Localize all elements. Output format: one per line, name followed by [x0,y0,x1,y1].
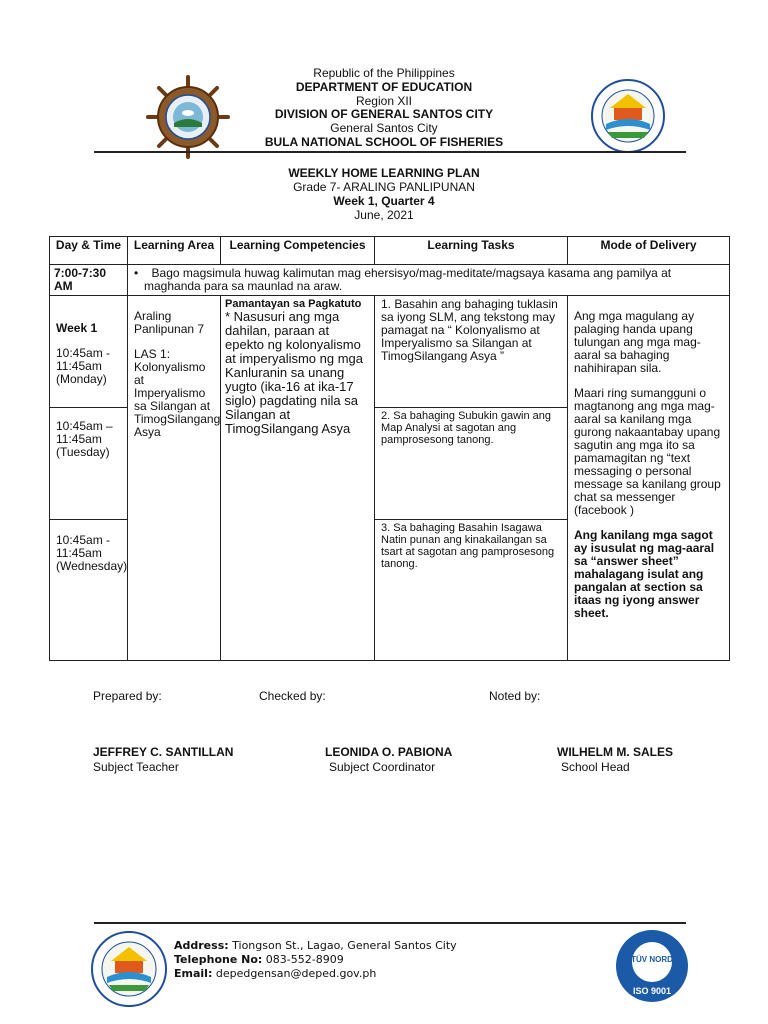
header-divider [94,151,686,153]
day-time-cell [50,296,128,661]
delivery-cell [568,296,730,661]
task2: 2. Sa bahaging Subukin gawin ang Map Analysi at sagotan ang pamprosesong tanong. [375,408,567,520]
footer-divider [94,922,686,924]
delivery-answer-sheet: Ang kanilang mga sagot ay isusulat ng mag-aaral sa “answer sheet” mahalagang isulat ang pangalan at section sa itaas ng iyong answer sheet. [574,528,715,620]
competency-heading: Pamantayan sa Pagkatuto [225,298,362,310]
learning-tasks-cell [375,296,568,661]
department-text: DEPARTMENT OF EDUCATION [295,80,473,94]
plan-title: WEEKLY HOME LEARNING PLAN [288,166,480,180]
learning-area-cell [128,296,221,661]
plan-date: June, 2021 [354,208,414,222]
header-learning-area: Learning Area [128,237,221,265]
delivery-parents: Ang mga magulang ay palaging handa upang tulungan ang mga mag-aaral sa bahaging nahihirapan sila. [574,309,701,375]
lesson-row [50,296,730,661]
republic-text: Republic of the Philippines [313,66,455,80]
week-label: Week 1 [56,321,98,335]
checked-role: Subject Coordinator [329,760,436,774]
noted-by-label: Noted by: [489,689,541,703]
intro-time: 7:00-7:30 AM [50,265,128,296]
task3: 3. Sa bahaging Basahin Isagawa Natin punan ang kinakailangan sa tsart at sagotan ang pamprosesong tanong. [381,522,555,570]
phone-value: 083-552-8909 [265,953,344,966]
division-text: DIVISION OF GENERAL SANTOS CITY [274,107,494,121]
learning-area-subject: Araling Panlipunan 7 [134,309,205,336]
checked-by-label: Checked by: [259,689,326,703]
email-value: depedgensan@deped.gov.ph [215,967,377,980]
header-day-time: Day & Time [50,237,128,265]
city-text: General Santos City [330,121,438,135]
tuv-brand-text: TÜV NORD [631,955,673,964]
footer-division-seal-logo [90,930,168,1008]
intro-instruction: Bago magsimula huwag kalimutan mag ehersisyo/mag-meditate/magsaya kasama ang pamilya at maghanda para sa maunlad na araw. [144,266,672,293]
task1: 1. Basahin ang bahaging tuklasin sa iyong SLM, ang tekstong may pamagat na “ Kolonyalismo at Imperyalismo sa Silangan at TimogSilangang Asya ” [375,296,567,408]
competency-text: * Nasusuri ang mga dahilan, paraan at epekto ng kolonyalismo at imperyalismo ng mga Kanluranin sa unang yugto (ika-16 at ika-17 siglo) pagdating nila sa Silangan at TimogSilangang Asya [225,309,363,436]
iso-certification-badge [614,928,690,1004]
day2-time: 10:45am – 11:45am (Tuesday) [56,419,113,459]
prepared-name: JEFFREY C. SANTILLAN [93,745,234,759]
header-learning-competencies: Learning Competencies [221,237,375,265]
header-learning-tasks: Learning Tasks [375,237,568,265]
checked-name: LEONIDA O. PABIONA [325,745,453,759]
plan-week: Week 1, Quarter 4 [333,194,435,208]
address-value: Tiongson St., Lagao, General Santos City [232,939,457,952]
footer-email-line [174,967,376,981]
noted-role: School Head [561,760,630,774]
bullet-icon: • [134,266,139,280]
prepared-role: Subject Teacher [93,760,179,774]
noted-name: WILHELM M. SALES [557,745,673,759]
day1-time: 10:45am - 11:45am (Monday) [56,346,111,386]
address-label: Address: [174,939,229,952]
iso-text: ISO 9001 [632,986,672,996]
intro-instruction-cell [128,265,730,296]
day3-time: 10:45am - 11:45am (Wednesday) [56,533,128,573]
delivery-consult: Maari ring sumangguni o magtanong ang mga mag-aaral sa kanilang mga gurong nakaantabay upang sagutin ang mga ito sa pamamagitan ng “text messaging o personal message sa kanilang group chat sa messenger (facebook ) [574,386,721,517]
learning-area-las: LAS 1: Kolonyalismo at Imperyalismo sa Silangan at TimogSilangang Asya [134,347,221,439]
intro-row [50,265,730,296]
header-mode-of-delivery: Mode of Delivery [568,237,730,265]
footer-address-line [174,939,457,953]
competency-cell [221,296,375,661]
plan-grade: Grade 7- ARALING PANLIPUNAN [293,180,475,194]
school-name: BULA NATIONAL SCHOOL OF FISHERIES [264,135,504,149]
learning-plan-table [49,236,730,661]
table-header-row [50,237,730,265]
footer-phone-line [174,953,344,967]
phone-label: Telephone No: [174,953,263,966]
email-label: Email: [174,967,213,980]
prepared-by-label: Prepared by: [93,689,162,703]
region-text: Region XII [355,94,413,108]
